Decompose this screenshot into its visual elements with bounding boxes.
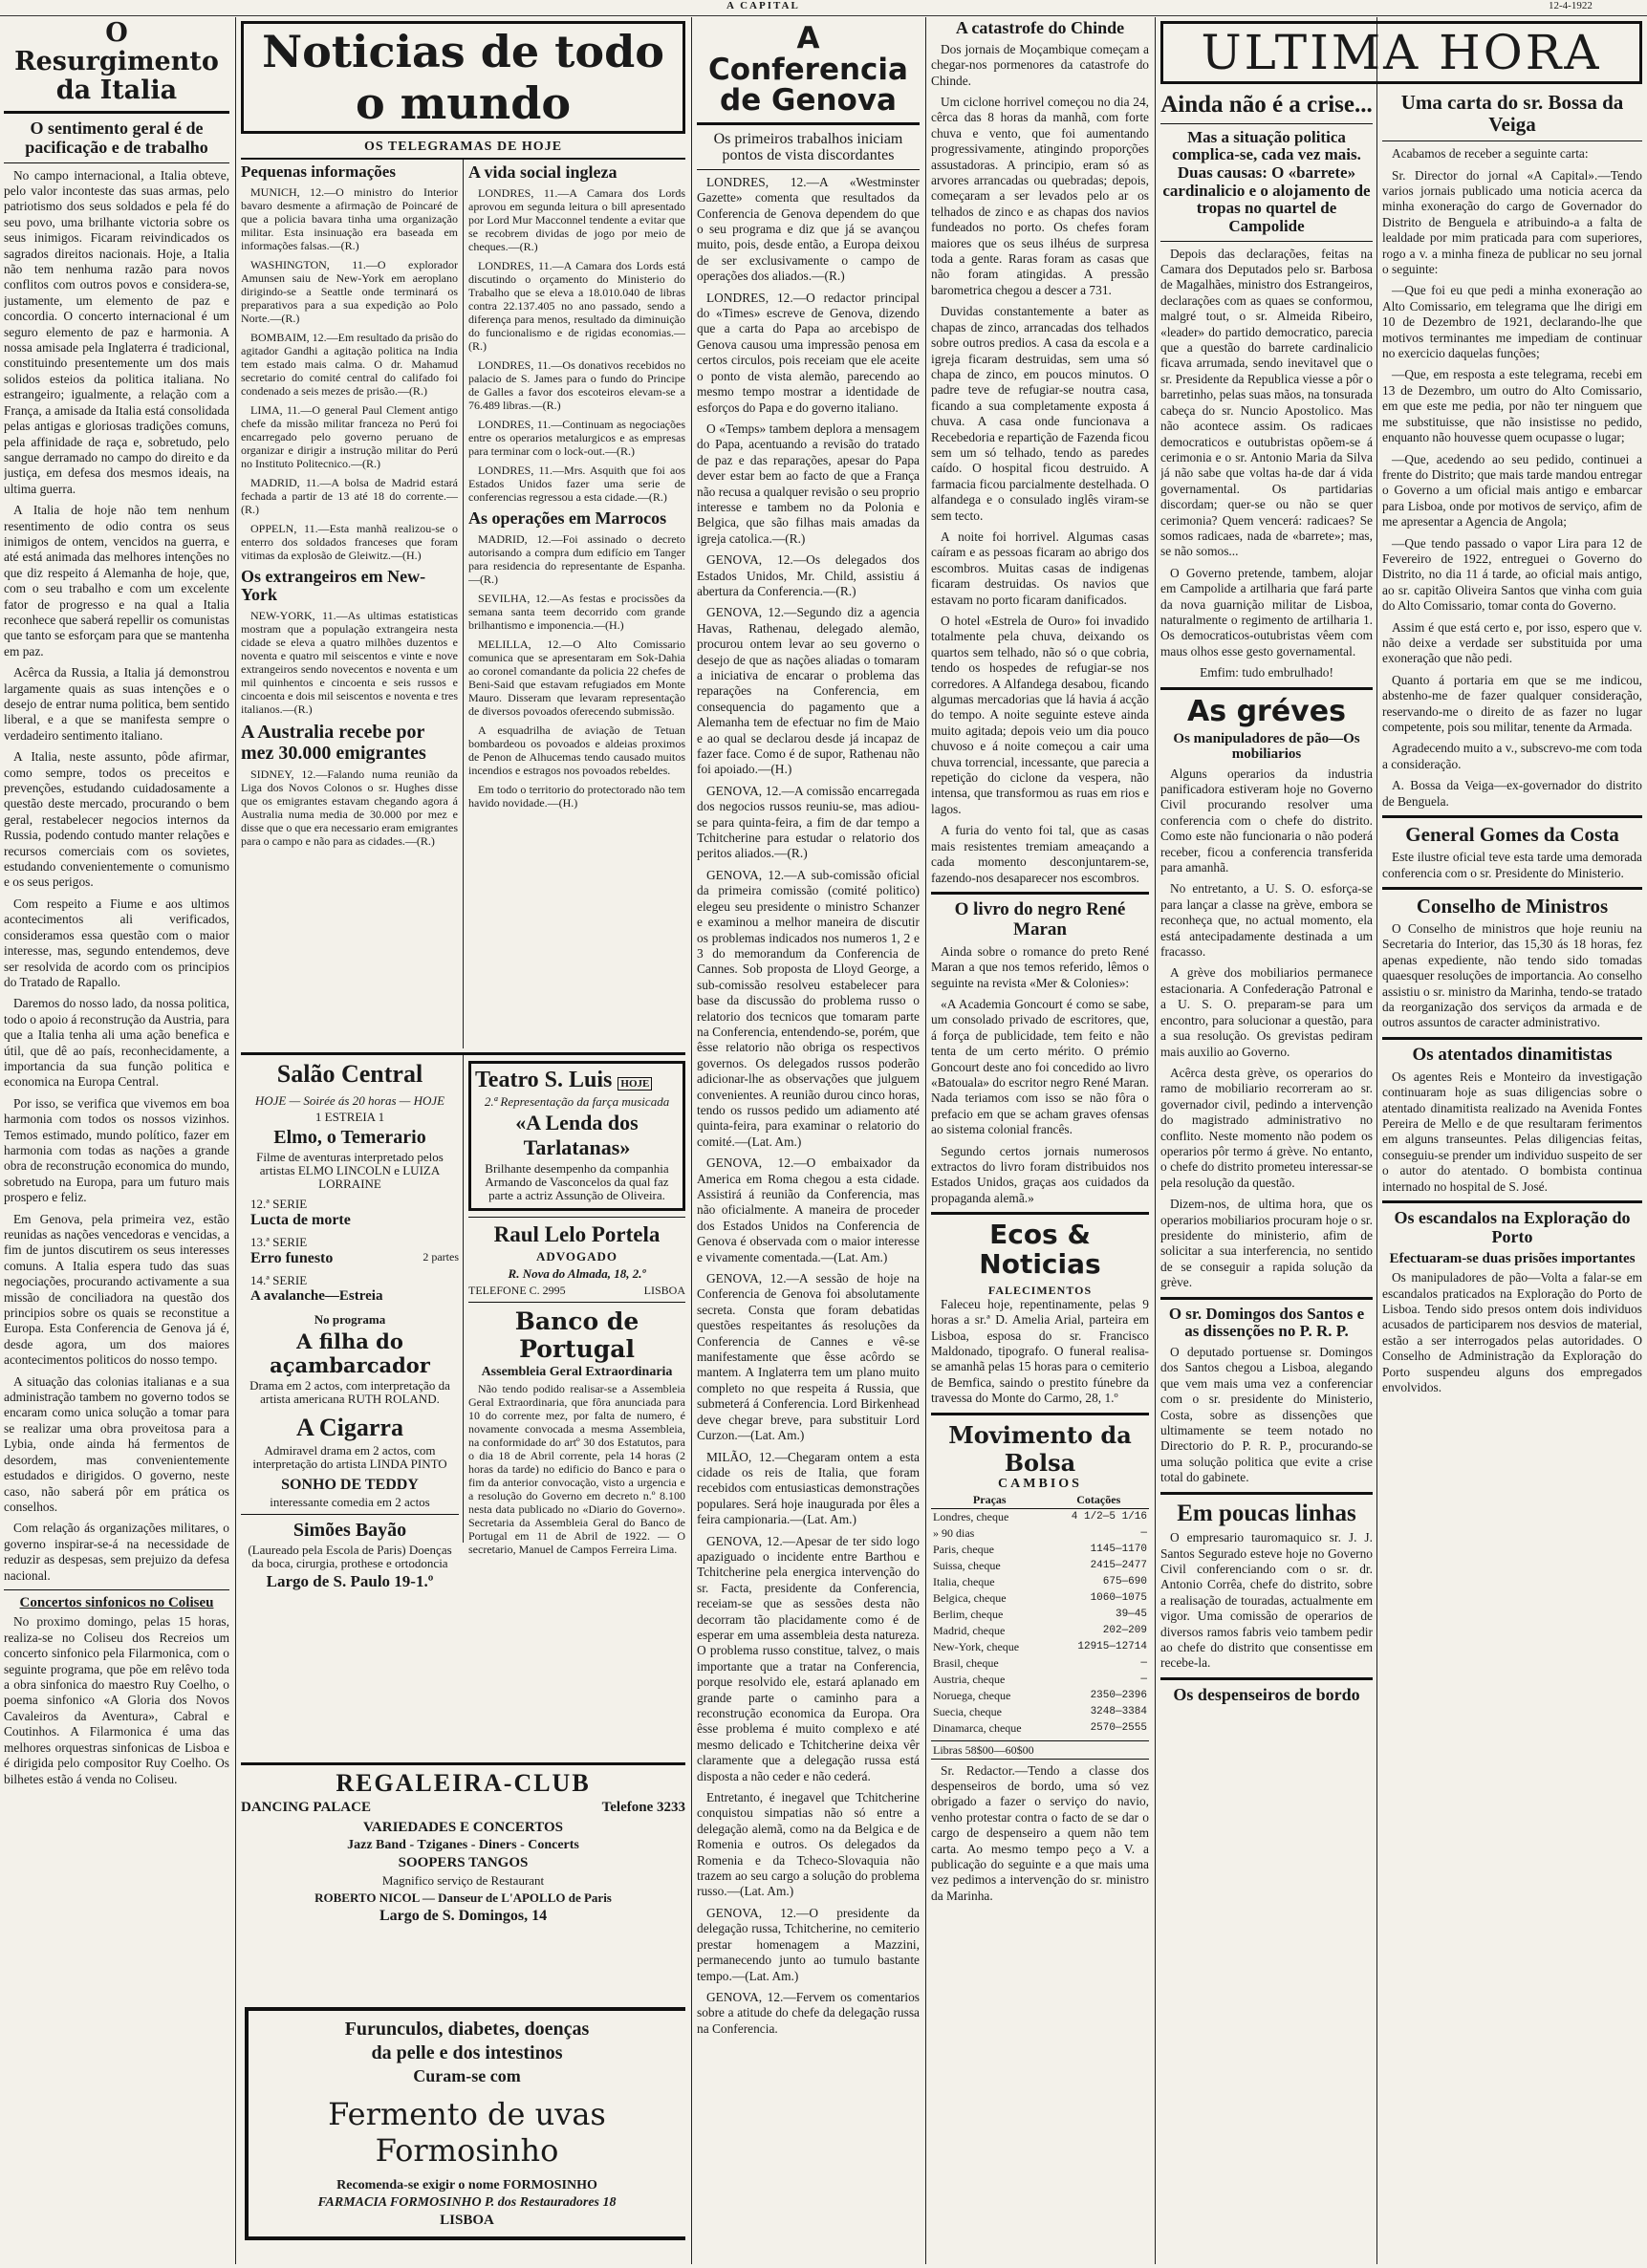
table-row: Suecia, cheque 3248—3384 (933, 1704, 1147, 1718)
ad-line: No programa (314, 1311, 386, 1327)
paragraph: «A Academia Goncourt é como se sabe, um consolado privado de escritores, que, á força de publicidade, tem feito e não tenta de um certo mérito. O prémio Goncourt deste ano foi concedido ao livro «Batouala» do escritor negro René Maran. Nada teriamos com isso se não fôra o prefacio em que se acham graves ofensas ao sistema colonial francês. (931, 996, 1149, 1137)
headline: A Conferencia de Genova (708, 21, 908, 119)
ad-line: (Laureado pela Escola de Paris) Doenças da boca, cirurgia, prothese e ortodoncia (248, 1542, 452, 1570)
paragraph: Os agentes Reis e Monteiro da investigação continuaram hoje as suas diligencias sobre o atentado dinamitista realizado na Avenida Fontes Pereira de Mello e de que resultaram ferimentos em alguns transeuntes. Pelas diligencias feitas, conseguiu-se prender um individuo suspeito de ser o autor do atentado. O bombista continua internado no hospital de S. José. (1382, 1069, 1642, 1194)
ad-line: Telefone 3233 (601, 1800, 685, 1815)
ultima-hora-section (1160, 17, 1642, 2264)
paragraph: O Governo pretende, tambem, alojar em Campolide a artilharia que fará parte da nova guarnição militar de Lisboa, naturalmente o regimento de artilharia 1. Os democraticos-outubristas vêem com maus olhos esse gesto governamental. (1160, 565, 1373, 659)
ad-line: A Cigarra (296, 1413, 403, 1441)
headline: Os escandalos na Exploração do Porto (1394, 1208, 1631, 1246)
section-heading: A Australia recebe por mez 30.000 emigrantes (241, 722, 426, 765)
exchange-table (931, 1492, 1149, 1737)
ultima-hora-banner (1160, 21, 1642, 84)
paragraph: Acêrca da Russia, a Italia já demonstrou largamente quais as suas intenções e o desejo de entrar numa politica, bem sentido liberal, e a que se manifesta sempre o verdadeiro sentimento italiano. (4, 665, 229, 743)
paragraph: Acabamos de receber a seguinte carta: (1392, 146, 1589, 162)
headline: O Resurgimento da Italia (14, 18, 219, 105)
ad-line: Não tendo podido realisar-se a Assembleia Geral Extraordinaria, que fôra anunciada para 10 do corrente mez, por falta de numero, é novamente convocada a mesma Assembleia, na conformidade do artº 30 dos Estatutos, para o dia 18 de Abril corrente, pela 14 horas (2 horas da tarde) no edificio do Banco e para o fim da anterior convocação, visto a urgencia e a resolução do Governo em decreto n.º 8.100 nesta data publicado no «Diario do Governo». Secretaria da Assembleia Geral do Banco de Portugal em 11 de Abril de 1922. — O secretario, Manuel de Campos Ferreira Lima. (468, 1382, 685, 1556)
telegram: LIMA, 11.—O general Paul Clement antigo chefe da missão militar franceza no Perú foi encarregado pelo governo peruano de organizar e dirigir a instrução militar do Perú no Instituto Politecnico.—(R.) (241, 402, 458, 470)
ad-line: Drama em 2 actos, com interpretação da artista americana RUTH ROLAND. (249, 1377, 450, 1406)
headline: O sr. Domingos dos Santos e as dissenções no P. R. P. (1168, 1304, 1365, 1341)
table-row: Brasil, cheque — (933, 1655, 1147, 1670)
telegram: MELILLA, 12.—O Alto Comissario comunica que se apresentaram em Sok-Dahia ao coronel comandante da policia 22 chefes de Beni-Said que estavam refugiados em Monte Mauro. Disseram que levaram representação de diversos povoados oferecendo submissão. (468, 637, 685, 718)
headline: Os despenseiros de bordo (1173, 1684, 1360, 1704)
paragraph: Os manipuladores de pão—Volta a falar-se em escandalos praticados na Exploração do Porto de Lisboa. Tendo sido presos ontem dois individuos acusados de participarem nos desvios de material, estão a ser interrogados pelas autoridades. O Conselho de Administração da Exploração do Porto suspendeu alguns dos empregados envolvidos. (1382, 1270, 1642, 1394)
paragraph: Duvidas constantemente a bater as chapas de zinco, arrancadas dos telhados sobre outros predios. A casa da escola e a igreja ficaram destruidas, sem uma só chapa de zinco, em poucos minutos. O padre teve de refugiar-se noutra casa, ficando a sua completamente exposta á chuva. A casa onde funcionava a Recebedoria e repartição de Fazenda ficou sem um só telhado, tendo as paredes caído. O hospital ficou destruido. A farmacia ficou parcialmente destelhada. O alfandega e o consulado inglês viram-se sem tecto. (931, 304, 1149, 523)
telegram: WASHINGTON, 11.—O explorador Amunsen saiu de New-York em aeroplano dirigindo-se a Seattle onde terminará os preparativos para a sua expedição ao Polo Norte.—(R.) (241, 257, 458, 325)
ad-line: Curam-se com (413, 2066, 521, 2085)
paragraph: Sr. Redactor.—Tendo a classe dos despenseiros de bordo, uma só vez obrigado a fazer o serviço do navio, venho protestar contra o facto de se dar o cargo de despenseiro a quem não tem carta. Ao mesmo tempo peço a V. a publicação do seguinte e a que mais uma vez pedimos a intervenção do sr. ministro da Marinha. (931, 1762, 1149, 1903)
ad-line: 1 ESTREIA 1 (314, 1109, 385, 1124)
telegram: SEVILHA, 12.—As festas e procissões da semana santa teem decorrido com grande brilhantismo e imponencia.—(H.) (468, 591, 685, 632)
paragraph: GENOVA, 12.—O presidente da delegação russa, Tchitcherine, no cemiterio prestar homenagem a Mazzini, permanecendo junto ao tumulo bastante tempo.—(Lat. Am.) (697, 1905, 920, 1983)
concert-headline: Concertos sinfonicos no Coliseu (19, 1594, 214, 1610)
news-col-left (241, 160, 458, 1048)
paragraph: Emfim: tudo embrulhado! (1200, 665, 1333, 680)
kicker: OS TELEGRAMAS DE HOJE (241, 140, 685, 160)
paragraph: O hotel «Estrela de Ouro» foi invadido totalmente pela chuva, deixando os quartos sem telhado, não só o que cobria, tendo os hospedes de refugiar-se nos corredores. A Alfandega desabou, ficando algumas mercadorias que lá havia á acção do tempo. A noite seguinte esteve ainda muito agitada; depois veio um dia pouco chuvoso e á noite começou a cair uma chuva torrencial, incessante, que parecia a repetição do ciclone da vespera, não intensa, que transformou as ruas em rios e lagos. (931, 614, 1149, 816)
headline: Movimento da Bolsa (948, 1420, 1132, 1477)
article-italia (4, 17, 229, 2264)
ad-line: Lucta de morte (250, 1211, 351, 1228)
ultima-col-left (1160, 88, 1373, 1709)
telegram: LONDRES, 11.—Continuam as negociações entre os operarios metalurgicos e as empresas para terminar com o lock-out.—(R.) (468, 417, 685, 458)
ad-line: Magnifico serviço de Restaurant (381, 1873, 545, 1888)
table-row: Austria, cheque — (933, 1672, 1147, 1686)
ad-line: R. Nova do Almada, 18, 2.º (508, 1266, 646, 1281)
paragraph: GENOVA, 12.—Segundo diz a agencia Havas, Rathenau, delegado alemão, procurou ontem levar ao seu governo o desejo de que as nações aliadas o tomaram a iniciativa de encarar o problema das reparações na Conferencia, em consequencia do pagamento que a Alemanha tem de efectuar no fim de Maio e ao qual se declarou desde já incapaz de fazer face. Como é de supor, Rathenau não foi apoiado.—(H.) (697, 605, 920, 777)
section-heading: FALECIMENTOS (987, 1283, 1093, 1297)
news-col-right (468, 160, 685, 1048)
headline: Os atentados dinamitistas (1412, 1044, 1613, 1065)
telegram: LONDRES, 11.—Mrs. Asquith que foi aos Estados Unidos fazer uma serie de conferencias regressou a esta cidade.—(R.) (468, 463, 685, 504)
column-rule (925, 17, 926, 2264)
paragraph: GENOVA, 12.—Apesar de ter sido logo apaziguado o incidente entre Barthou e Tchitcherine pela energica intervenção do sr. Facta, presidente da Conferencia, receiam-se que as sessões desta não decorram tão placidamente como é de esperar em uma assembleia desta natureza. O problema russo constitue, talvez, o mais importante que a tratar na Conferencia, porque resolvido ele, estará aplanado em grande parte o caminho para a reconstrução economica da Europa. Ora êsse problema é muito complexo e até mesmo delicado e Tchitcherine deixa vêr claramente que a delegação russa está disposta a não ceder e não cederá. (697, 1533, 920, 1783)
ad-line: ADVOGADO (535, 1249, 618, 1264)
ad-line: A avalanche—Estreia (250, 1287, 383, 1304)
ad-line: Recomenda-se exigir o nome FORMOSINHO (336, 2178, 597, 2192)
page-header (0, 0, 1647, 16)
paragraph: A situação das colonias italianas e a sua administração tambem no governo todos se encaram como unica solução a tomar para se realizar uma obra proveitosa para a Lybia, onde ainda há fermentos de desordem, mas convenientemente estudados e dirigidos. O governo, neste caso, não saberá pôr em prática os conselhos. (4, 1373, 229, 1514)
telegram: LONDRES, 11.—A Camara dos Lords está discutindo o orçamento do Ministerio do Trabalho que se eleva a 18.010.040 de libras contra 22.137.405 no ano passado, sendo a diferença para menos, resultado da diminuição do funcionalismo e de rigidas economias.—(R.) (468, 258, 685, 353)
ultima-col-right (1382, 88, 1642, 1401)
paragraph: O deputado portuense sr. Domingos dos Santos chegou a Lisboa, alegando que vem mais uma vez a conferenciar com o sr. presidente do Ministerio, Costa, sobre as dissenções que ultimamente se teem notado no Directorio do P. R. P., procurando-se uma solução politica que evite a crise total do gabinete. (1160, 1344, 1373, 1485)
subheadline: O sentimento geral é de pacificação e de trabalho (25, 119, 208, 157)
paragraph: —Que, em resposta a este telegrama, recebi em 13 de Dezembro, um outro do Alto Comissario, em que este me pedia, por não ter ninguem que me substituisse, que não insistisse no pedido, enquanto não houvesse quem ocupasse o lugar; (1382, 367, 1642, 445)
ad-line: «A Lenda dos Tarlatanas» (515, 1111, 639, 1159)
ad-line: Largo de S. Domingos, 14 (379, 1908, 548, 1924)
ad-line: SOOPERS TANGOS (398, 1855, 529, 1870)
paragraph: Acêrca desta grève, os operarios do ramo de mobiliario recorreram ao sr. governador civil, pedindo a intervenção do magistrado administrativo no conflito. Neste momento não podem os operarios pôr termo á grève. No entanto, o chefe do distrito prometeu interessar-se pela resolução da questão. (1160, 1065, 1373, 1190)
table-row: Berlim, cheque 39—45 (933, 1607, 1147, 1621)
headline: A catastrofe do Chinde (955, 18, 1125, 37)
table-row: Belgica, cheque 1060—1075 (933, 1590, 1147, 1605)
ultima-hora-columns (1160, 88, 1642, 2264)
ad-line: HOJE (618, 1077, 652, 1091)
ad-title: REGALEIRA-CLUB (336, 1769, 591, 1797)
ad-title: Banco de Portugal (514, 1307, 639, 1363)
ad-title: Fermento de uvas Formosinho (328, 2096, 606, 2169)
paragraph: No campo internacional, a Italia obteve, pelo valor inconteste das suas armas, pelo patriotismo dos seus soldados e pela fé do seu povo, uma brilhante victoria sobre os seus inimigos. Ficaram reivindicados os sagrados direitos nacionais. Hoje, a Italia não tem nenhuma razão para novos conflitos com outros povos e considera-se, justamente, um elemento de paz e concordia. O concerto internacional é um seguro elemento de paz e harmonia. A nossa amisade pela Inglaterra é tradicional, constituindo presentemente um dos mais solidos esteios da politica italiana. No estrangeiro; igualmente, a relação com a França, a amisade da Italia está consolidada pelas antigas e gloriosas tradições comuns, pela affinidade de raça e, sobretudo, pelo sangue derramado no campo do direito e da justiça, em defesa dos mesmos ideais, na ultima guerra. (4, 167, 229, 496)
section-heading: A vida social ingleza (468, 162, 618, 182)
paragraph: —Que foi eu que pedi a minha exoneração ao Alto Comissario, em telegrama que lhe dirigi em 10 de Dezembro de 1921, declarando-lhe que motivos terminantes me impediam de continuar no exercicio daquelas funções; (1382, 283, 1642, 361)
paragraph: Daremos do nosso lado, da nossa politica, todo o apoio á reconstrução da Austria, para que a Italia tenha ali uma ação benefica e útil, que dê ao país, reconhecidamente, a importancia da sua função politica e economica na Europa Central. (4, 996, 229, 1090)
paper-name: A CAPITAL (726, 0, 800, 11)
ad-line: interessante comedia em 2 actos (270, 1494, 430, 1509)
ad-line: 14.ª SERIE (250, 1272, 308, 1287)
table-header: Praças (931, 1492, 1048, 1509)
paragraph: LONDRES, 12.—A «Westminster Gazette» comenta que resultados da Conferencia de Genova dependem do que o seu programa e diz que já se avançou muito, pois, desde então, a Europa deixou de ser exclusivamente o campo de operações dos aliados.—(R.) (697, 174, 920, 284)
ad-line: VARIEDADES E CONCERTOS (363, 1820, 563, 1835)
ad-salao-central (241, 1055, 459, 1593)
ad-line: Brilhante desempenho da companhia Armando de Vasconcelos da qual faz parte a actriz Assunção de Oliveira. (485, 1161, 669, 1202)
ad-line: Admiravel drama em 2 actos, com interpretação do artista LINDA PINTO (252, 1442, 447, 1471)
subheadline: Efectuaram-se duas prisões importantes (1389, 1250, 1636, 1266)
paragraph: Sr. Director do jornal «A Capital».—Tendo varios jornais publicado uma noticia acerca da minha exoneração do cargo de Governador do Distrito de Benguela e atribuindo-a a falta de lealdade por mim praticada para com superiores, rogo a v. a minha fineza de publicar no seu jornal o seguinte: (1382, 167, 1642, 277)
ad-title: Raul Lelo Portela (493, 1222, 661, 1246)
paragraph: A furia do vento foi tal, que as casas mais resistentes tremiam ameaçando a cada momento desconjuntarem-se, fazendo-nos desaparecer nos escombros. (931, 823, 1149, 885)
paragraph: Faleceu hoje, repentinamente, pelas 9 horas a sr.ª D. Amelia Arial, parteira em Lisboa, esposa do sr. Francisco Maldonado, tipografo. O funeral realisa-se amanhã pelas 15 horas para o cemiterio de Bemfica, saindo o prestito fúnebre da travessa do Monte do Carmo, 28, 1.º (931, 1296, 1149, 1406)
ad-line: Jazz Band - Tziganes - Diners - Concerts (347, 1838, 579, 1852)
headline: Ainda não é a crise... (1160, 92, 1373, 118)
table-row: Noruega, cheque 2350—2396 (933, 1688, 1147, 1702)
paragraph: O «Temps» tambem deplora a mensagem do Papa, acentuando a revisão do tratado de paz e das reparações, apesar do Papa dever estar bem ao facto de que a França não recusa a qualquer revisão o seu proprio interesse e tambem no da Polonia e Belgica, que são filhas mais amadas da igreja catolica.—(R.) (697, 421, 920, 546)
subheadline: Os primeiros trabalhos iniciam pontos de vista discordantes (713, 130, 903, 164)
table-row: Suissa, cheque 2415—2477 (933, 1558, 1147, 1572)
paragraph: Dos jornais de Moçambique começam a chegar-nos pormenores da catastrofe do Chinde. (931, 41, 1149, 88)
paragraph: Entretanto, é inegavel que Tchitcherine conquistou simpatias não só entre a delegação alemã, como na da Belgica e de Romenia e outros. Os delegados da Romenia e da Tcheco-Slovaquia não trazem ao seu cargo a solução do problema russo.—(Lat. Am.) (697, 1790, 920, 1899)
paragraph: No proximo domingo, pelas 15 horas, realiza-se no Coliseu dos Recreios um concerto sinfonico pela Filarmonica, com o seguinte programa, que põe em relêvo toda a obra sinfonica do maestro Ruy Coelho, o poema sinfonico «A Gloria dos Novos Cavaleiros da Aventura», Cabral e Coutinhos. A Filarmonica é uma das melhores orquestras sinfonicas de Lisboa e é dirigida pelo compositor Ruy Coelho. Os bilhetes estão á venda no Coliseu. (4, 1614, 229, 1786)
ad-regaleira-club (241, 1762, 685, 1927)
headline: Noticias de todo o mundo (262, 26, 664, 129)
world-news-section (241, 17, 685, 2264)
paragraph: Alguns operarios da industria panificadora estiveram hoje no Governo Civil procurando resolver uma conferencia com o chefe do distrito. Como este não funcionaria o não poderá receber, ficou a conferencia transferida para amanhã. (1160, 766, 1373, 875)
ad-line: 2.ª Representação da farça musicada (484, 1094, 670, 1109)
ad-line: ROBERTO NICOL — Danseur de L'APOLLO de Paris (314, 1890, 612, 1905)
ads-area (241, 1055, 685, 2264)
news-columns (241, 160, 685, 1048)
telegram: SIDNEY, 12.—Falando numa reunião da Liga dos Novos Colonos o sr. Hughes disse que os emigrantes estavam chegando agora á Australia numa media de 30.000 por mez e disse que o que era necessario eram emigrantes para o campo e não para as cidades.—(R.) (241, 767, 458, 849)
ad-line: Assembleia Geral Extraordinaria (481, 1365, 673, 1379)
headline: General Gomes da Costa (1405, 823, 1619, 847)
paragraph: Segundo certos jornais numerosos extractos do livro foram distribuidos nos Estados Unidos, graças aos cuidados da propaganda alemã.» (931, 1143, 1149, 1205)
headline: Uma carta do sr. Bossa da Veiga (1400, 91, 1624, 137)
headline: Ecos & Noticias (979, 1219, 1101, 1280)
ad-line: Largo de S. Paulo 19-1.º (266, 1571, 434, 1590)
ad-line: Elmo, o Temerario (273, 1126, 426, 1148)
paragraph: Assim é que está certo e, por isso, espero que v. não deixe a verdade ser substituida por uma exoneração que não pedi. (1382, 619, 1642, 666)
paragraph: A Italia de hoje não tem nenhum resentimento de odio contra os seus inimigos de ontem, vencidos na guerra, e até está animada das melhores intenções no que diz respeito á Alemanha de hoje, que, com o seu trabalho e com um excelente fator de progresso e na qual a Italia reconhece que saberá repellir os comunistas que tanto se esforçam para que se mantenha em paz. (4, 503, 229, 659)
ad-line: FARMACIA FORMOSINHO P. dos Restauradores 18 (317, 2195, 617, 2210)
world-news-banner (241, 21, 685, 134)
ad-line: SONHO DE TEDDY (281, 1476, 419, 1493)
paragraph: Com respeito a Fiume e aos ultimos acontecimentos ali verificados, consideramos essa questão com o maior interesse, mas, segundo entendemos, deve ser resolvida de acordo com os principios do Tratado de Rapallo. (4, 896, 229, 989)
telegram: LONDRES, 11.—Os donativos recebidos no palacio de S. James para o fundo do Principe de Galles a favor dos escoteiros elevam-se a 76.489 libras.—(R.) (468, 357, 685, 412)
ad-line: LISBOA (643, 1284, 685, 1297)
ad-lelo-portela (468, 1222, 685, 1297)
subheadline: Mas a situação politica complica-se, cada vez mais. Duas causas: O «barrete» cardinalicio e o alojamento de tropas no quartel de Campolide (1162, 127, 1371, 235)
subheadline: Os manipuladores de pão—Os mobiliarios (1173, 730, 1360, 763)
paragraph: A noite foi horrivel. Algumas casas caíram e as pessoas ficaram ao abrigo dos escombros. Muitas casas de indigenas ficaram destruidas. Os navios que estavam no porto ficaram danificados. (931, 529, 1149, 607)
table-header: Cotações (1048, 1492, 1149, 1509)
telegram: LONDRES, 11.—A Camara dos Lords aprovou em segunda leitura o bill apresentado por Lord Mur Macconnel tendente a evitar que se recobrem dividas de jogo por meio de cheques.—(R.) (468, 185, 685, 253)
ad-line: 2 partes (423, 1249, 459, 1264)
paragraph: Em Genova, pela primeira vez, estão reunidas as nações vencedoras e vencidas, a fim de juntos discutirem os seus interesses comuns. A Italia espera tudo das suas negociações, procurando activamente a sua missão de conciliadora na questão dos principios sobre os quais se reconstitue a Europa. Esta Conferencia de Genova já é, desde agora, um dos maiores acontecimentos politicos do nosso tempo. (4, 1211, 229, 1368)
ad-line: HOJE — Soirée ás 20 horas — HOJE (254, 1092, 445, 1108)
paragraph: Ainda sobre o romance do preto René Maran a que nos temos referido, lêmos o seguinte na revista «Mer & Colonies»: (931, 943, 1149, 990)
libras-quote: Libras 58$00—60$00 (931, 1740, 1149, 1760)
telegram: BOMBAIM, 12.—Em resultado da prisão do agitador Gandhi a agitação politica na India tem estado mais calma. O dr. Mahamud secretario do comité central do califado foi condenado a seis mezes de prisão.—(R.) (241, 330, 458, 398)
ad-line: LISBOA (440, 2213, 494, 2228)
paragraph: Com relação ás organizações militares, o governo inspirar-se-á na necessidade de reduzir as despesas, sem prejuizo da defesa nacional. (4, 1521, 229, 1583)
telegram: Em todo o territorio do protectorado não tem havido novidade.—(H.) (468, 782, 685, 810)
paragraph: GENOVA, 12.—O embaixador da America em Roma chegou a esta cidade. Assistirá á reunião da Conferencia, mas não oficialmente. A maneira de proceder dos Estados Unidos na Conferencia de Genova é observada com o maior interesse e vivamente comentada.—(Lat. Am.) (697, 1156, 920, 1264)
ad-banco-portugal (468, 1307, 685, 1556)
table-row: New-York, cheque 12915—12714 (933, 1639, 1147, 1653)
paragraph: Agradecendo muito a v., subscrevo-me com toda a consideração. (1382, 741, 1642, 771)
paragraph: Este ilustre oficial teve esta tarde uma demorada conferencia com o sr. Presidente do Ministerio. (1382, 850, 1642, 880)
paragraph: MILÃO, 12.—Chegaram ontem a esta cidade os reis de Italia, que foram recebidos com entusiasticas demonstrações populares. Será hoje inaugurada por êles a feira campionaria.—(Lat. Am.) (697, 1449, 920, 1527)
ad-column-right (468, 1055, 685, 1562)
section-heading: Os extrangeiros em New-York (241, 566, 426, 605)
ad-title: Salão Central (276, 1060, 423, 1088)
telegram: OPPELN, 11.—Esta manhã realizou-se o enterro dos soldados franceses que foram vitimas da explosão de Gleiwitz.—(H.) (241, 521, 458, 562)
column-rule (235, 17, 236, 2264)
paragraph: O empresario tauromaquico sr. J. J. Santos Segurado esteve hoje no Governo Civil conferenciando com o sr. dr. Antonio Corrêa, chefe do distrito, sobre a realisação de touradas, actualmente em vigor. Uma comissão de operarios de diversos ramos fabris veio tambem pedir ao chefe do distrito que consentisse em recebe-la. (1160, 1530, 1373, 1671)
column-chinde (931, 17, 1149, 2264)
paragraph: GENOVA, 12.—Os delegados dos Estados Unidos, Mr. Child, assistiu á abertura da Conferencia.—(R.) (697, 552, 920, 598)
paper-date: 12-4-1922 (1549, 0, 1593, 11)
paragraph: Um ciclone horrivel começou no dia 24, cêrca das 8 horas da manhã, com forte chuva e vento, que foi aumentando progressivamente, atingindo proporções assustadoras. A principio, eram só as arvores arrancadas ou quebradas; depois, começaram a ser levados pelo ar os telhados de zinco e as chapas dos navios fundeados no porto. Os chefes foram maiores que os seus ilhéus de surpresa toda a gente. Raras foram as casas que não foram atingidas. A pressão barometrica chegou a descer a 731. (931, 95, 1149, 297)
ad-line: 12.ª SERIE (250, 1196, 308, 1211)
ad-title: Teatro S. Luis (475, 1068, 613, 1092)
section-heading: As operações em Marrocos (468, 508, 667, 528)
headline: As gréves (1187, 694, 1346, 728)
ad-teatro-s-luis (468, 1061, 685, 1211)
table-row: Londres, cheque 4 1/2—5 1/16 (933, 1509, 1147, 1523)
paragraph: Dizem-nos, de ultima hora, que os operarios mobiliarios procuram hoje o sr. presidente do ministerio, afim de solicitar a sua interferencia, no sentido de se conseguir a rapida solução da grève. (1160, 1197, 1373, 1290)
telegram: NEW-YORK, 11.—As ultimas estatisticas mostram que a população extrangeira nesta cidade se eleva a quatro milhões duzentos e noventa e quatro mil seiscentos e vinte e nove extrangeiros sendo novecentos e noventa e um mil quinhentos e cincoenta e seis russos e cincoenta e dois mil seiscentos e noventa e tres italianos.—(R.) (241, 609, 458, 717)
ad-line: A filha do açambarcador (270, 1328, 430, 1377)
paragraph: No entretanto, a U. S. O. esforça-se para lançar a classe na grève, embora se reconheça que, no actual momento, ela está antecipadamente destinada a um fracasso. (1160, 881, 1373, 960)
article-genova (697, 17, 920, 2264)
paragraph: —Que tendo passado o vapor Lira para 12 de Fevereiro de 1922, entreguei o Governo do Distrito, no dia 11 á tarde, ao oficial mais antigo, ao sr. capitão Oliveira Santos que vinha com guia do Alto Comissario, tomar conta do Governo. (1382, 535, 1642, 614)
table-row: » 90 dias — (933, 1525, 1147, 1540)
paragraph: LONDRES, 12.—O redactor principal do «Times» escreve de Genova, dizendo que a carta do Papa ao arcebispo de Genova causou uma impressão penosa em certos circulos, pois receiam que ele aceite o ponto de vista alemão, parecendo ao mesmo tempo mostrar a identidade de esforços do Papa e do governo italiano. (697, 290, 920, 415)
telegram: MUNICH, 12.—O ministro do Interior bavaro desmente a afirmação de Poincaré de que a policia bavara tinha uma organização militar. Esta insinuação era baseada em informações falsas.—(R.) (241, 184, 458, 252)
column-rule (1155, 17, 1156, 2264)
paragraph: GENOVA, 12.—A comissão encarregada dos negocios russos reuniu-se, mas adiou-se para quinta-feira, a fim de dar tempo a Tchitcherine para estudar o relatorio dos peritos aliados.—(R.) (697, 783, 920, 861)
headline: ULTIMA HORA (1201, 25, 1602, 80)
table-row: Dinamarca, cheque 2570—2555 (933, 1720, 1147, 1735)
paragraph: —Que, acedendo ao seu pedido, continuei a frente do Distrito; que mais tarde mandou entregar o Governo a um oficial mais antigo e embarcar para Lisboa, onde por motivos de serviço, afim de me apresentar a Agencia de Angola; (1382, 451, 1642, 529)
table-row: Paris, cheque 1145—1170 (933, 1542, 1147, 1556)
paragraph: Depois das declarações, feitas na Camara dos Deputados pelo sr. Barbosa de Magalhães, ministro dos Estrangeiros, declarações com as quaes se conformou, malgré tout, o sr. Almeida Ribeiro, «leader» do partido democratico, parecia que a questão do barrete cardinalicio ficava arrumada, sendo inevitavel que o sr. Presidente da Republica viesse a pôr o barretinho, pelas suas mãos, na tonsurada cabeça do sr. Nuncio Apostolico. Mas não acontece assim. Os radicaes democraticos e outubristas opõem-se á cerimonia e o sr. Antonio Maria da Silva já não sabe que voltas ha-de dar á vida governamental. Os partidarias discordam; quer-se ou não se quer cerimonia? Quem vencerá: radicaes? Se somos radicaes, nada de «barrete»; mas, se não somos... (1160, 246, 1373, 559)
paragraph: GENOVA, 12.—A sessão de hoje na Conferencia de Genova foi absolutamente secreta. Consta que foram debatidas questões respeitantes ás resoluções da Conferencia de Cannes e vê-se manifestamente que êsse acôrdo se mantem. A Inglaterra tem um plano muito completo no que respeita á Russia, que submeterá á Conferencia. Lord Birkenhead deve chegar breve, para substituir Lord Curzon.—(Lat. Am.) (697, 1271, 920, 1443)
ad-line: Erro funesto (250, 1249, 334, 1266)
headline: Em poucas linhas (1177, 1500, 1356, 1526)
section-heading: Pequenas informações (241, 162, 396, 181)
paragraph: Quanto á portaria em que se me indicou, abstenho-me de fazer qualquer consideração, reservando-me o direito de as fazer no lugar competente, pois sou militar, tenente da Armada. (1382, 672, 1642, 734)
table-row: Madrid, cheque 202—209 (933, 1623, 1147, 1637)
column-rule (691, 17, 692, 2264)
ad-line: 13.ª SERIE (250, 1234, 308, 1249)
paragraph: GENOVA, 12.—A sub-comissão oficial da primeira comissão (comité politico) elegeu seu presidente o ministro Schanzer e examinou a melhor maneira de discutir os problemas indicados nos numeros 1, 2 e 3 do memorandum da Conferencia de Cannes. Sob proposta de Lloyd George, a sub-comissão resolveu estabelecer para base da discussão do problema russo o relatorio dos tecnicos que tomaram parte na Conferencia, entendendo-se, porém, que êsse relatorio não obriga os respectivos governos. Os delegados russos poderão adicionar-lhe as observações que julguem convenientes. A reunião durou cinco horas, tendo os russos pedido um adiamento até quinta-feira, para examinar o relatorio do comité.—(Lat. Am.) (697, 867, 920, 1149)
telegram: A esquadrilha de aviação de Tetuan bombardeou os povoados e aldeias proximos de Penon de Alhucemas tendo causado muitos incendios e estragos nos povoados rebeldes. (468, 723, 685, 777)
headline: Conselho de Ministros (1416, 894, 1609, 918)
section-heading: CAMBIOS (998, 1476, 1082, 1491)
ad-line: TELEFONE C. 2995 (468, 1284, 566, 1297)
paragraph: Por isso, se verifica que vivemos em boa harmonia com todos os nossos vizinhos. Temos estimado, mundo político, fazer em harmonia com todas as nações a grande obra de reconstrução economica do mundo, sobretudo na Europa, para um futuro mais prospero e feliz. (4, 1095, 229, 1205)
paragraph: A. Bossa da Veiga—ex-governador do distrito de Benguela. (1382, 778, 1642, 809)
headline: O livro do negro René Maran (954, 898, 1126, 940)
ad-line: Filme de aventuras interpretado pelos artistas ELMO LINCOLN e LUIZA LORRAINE (256, 1149, 444, 1191)
ad-line: da pelle e dos intestinos (371, 2042, 563, 2063)
paragraph: A Italia, neste assunto, pôde afirmar, como sempre, todos os preceitos e prevenções, estudando cuidadosamente a questão deste mercado, procurando o bem geral, restabelecer negocios internos da Russia, podendo contudo manter relações e recursos comerciais com os sovietes, estudando convenientemente o comunismo e os seus perigos. (4, 749, 229, 890)
telegram: MADRID, 12.—Foi assinado o decreto autorisando a compra dum edifício em Tanger para residencia do representante de Espanha.—(R.) (468, 531, 685, 586)
ad-fermento-formosinho (245, 2007, 685, 2240)
telegram: MADRID, 11.—A bolsa de Madrid estará fechada a partir de 13 até 18 do corrente.—(R.) (241, 475, 458, 516)
paragraph: GENOVA, 12.—Fervem os comentarios sobre a atitude do chefe da delegação russa na Conferencia. (697, 1989, 920, 2036)
ad-line: DANCING PALACE (241, 1800, 371, 1815)
paragraph: A grève dos mobiliarios permanece estacionaria. A Confederação Patronal e a U. S. O. preparam-se para um encontro, para solucionar a questão, para a sua resolução. Os grevistas pediram mais auxilio ao Governo. (1160, 965, 1373, 1059)
paragraph: O Conselho de ministros que hoje reuniu na Secretaria do Interior, das 15,30 ás 18 horas, fez apenas expediente, não tendo sido tomadas quaesquer resoluções de importancia. Ao conselho assistiu o sr. ministro da Marinha, tendo-se tratado da reorganização dos serviços da armada e de outros assuntos de caracter administrativo. (1382, 921, 1642, 1030)
ad-line: Simões Bayão (293, 1519, 407, 1541)
ad-line: Furunculos, diabetes, doenças (344, 2019, 590, 2040)
table-row: Italia, cheque 675—690 (933, 1574, 1147, 1588)
